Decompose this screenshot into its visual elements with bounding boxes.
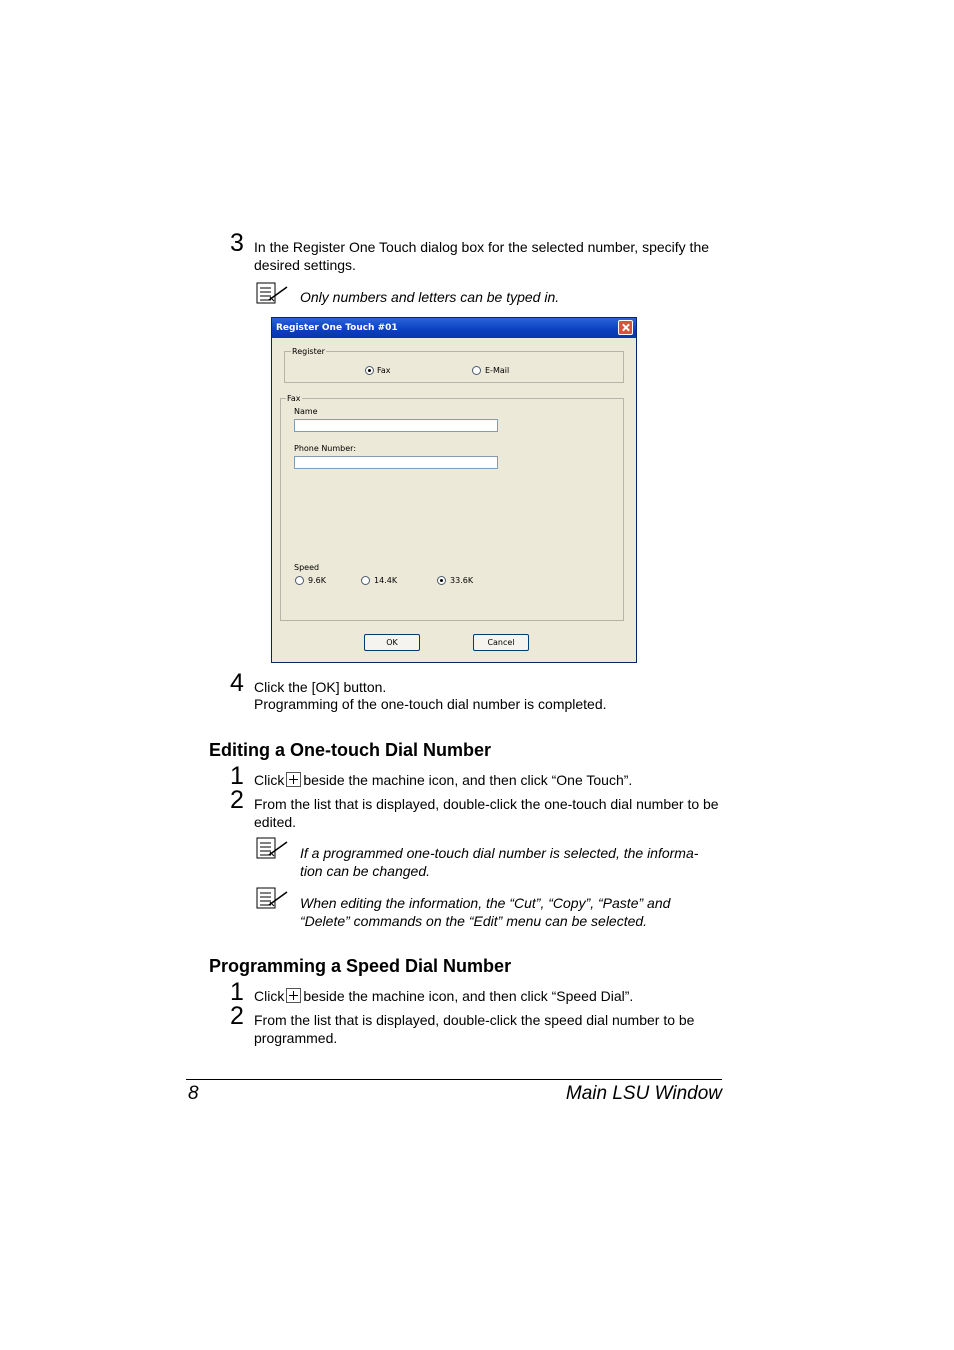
step-text-line2: Programming of the one-touch dial number is completed. [254, 696, 607, 712]
name-field[interactable] [294, 419, 498, 432]
step-text-after: beside the machine icon, and then click “Speed Dial”. [303, 988, 634, 1004]
note-text: When editing the information, the “Cut”, “Copy”, “Paste” and “Delete” commands on the “Edit” menu can be selected. [300, 895, 671, 929]
note-icon [256, 837, 290, 859]
fax-radio-label: Fax [377, 366, 391, 375]
register-group-label: Register [292, 347, 325, 356]
speed-option-label: 14.4K [374, 576, 398, 585]
speed-radio-14-4k[interactable] [361, 576, 370, 585]
step-text-after: beside the machine icon, and then click “One Touch”. [303, 772, 633, 788]
close-icon[interactable] [618, 320, 633, 335]
speed-radio-9-6k[interactable] [295, 576, 304, 585]
step-text: In the Register One Touch dialog box for the selected number, specify the desired settings. [254, 239, 710, 273]
phone-number-label: Phone Number: [294, 444, 357, 453]
expand-plus-icon [286, 988, 301, 1003]
speed-option-label: 9.6K [308, 576, 326, 585]
speed-option-label: 33.6K [450, 576, 474, 585]
step-text-line1: Click the [OK] button. [254, 679, 387, 695]
note-icon [256, 282, 290, 304]
dialog-title: Register One Touch #01 [276, 323, 398, 333]
speed-label: Speed [294, 563, 320, 572]
step-text: From the list that is displayed, double-click the one-touch dial number to be edited. [254, 796, 719, 830]
step-text-before: Click [254, 772, 285, 788]
footer-title: Main LSU Window [565, 1083, 722, 1104]
name-label: Name [294, 407, 318, 416]
fax-group-label: Fax [287, 394, 301, 403]
section-heading: Programming a Speed Dial Number [209, 956, 512, 976]
ok-button[interactable]: OK [364, 634, 420, 651]
register-group [284, 351, 624, 383]
email-radio-label: E-Mail [485, 366, 510, 375]
step-number: 1 [230, 978, 244, 1006]
page-number: 8 [188, 1083, 199, 1104]
phone-number-field[interactable] [294, 456, 498, 469]
dialog-titlebar[interactable] [272, 318, 636, 338]
note-icon [256, 887, 290, 909]
expand-plus-icon [286, 772, 301, 787]
section-heading: Editing a One-touch Dial Number [209, 740, 492, 760]
email-radio[interactable] [472, 366, 481, 375]
speed-radio-33-6k[interactable] [437, 576, 446, 585]
step-number: 2 [230, 1002, 244, 1030]
step-number: 3 [230, 229, 244, 257]
footer-rule [186, 1079, 722, 1080]
register-one-touch-dialog [271, 317, 637, 663]
step-text [254, 771, 724, 789]
step-text-before: Click [254, 988, 285, 1004]
note-text: Only numbers and letters can be typed in. [300, 289, 560, 305]
note-text: If a programmed one-touch dial number is selected, the informa-tion can be changed. [300, 845, 699, 879]
step-text: From the list that is displayed, double-click the speed dial number to be programmed. [254, 1012, 695, 1046]
step-number: 1 [230, 762, 244, 790]
cancel-button[interactable]: Cancel [473, 634, 529, 651]
step-number: 2 [230, 786, 244, 814]
step-text [254, 987, 724, 1005]
step-number: 4 [230, 669, 244, 697]
fax-radio[interactable] [365, 366, 374, 375]
